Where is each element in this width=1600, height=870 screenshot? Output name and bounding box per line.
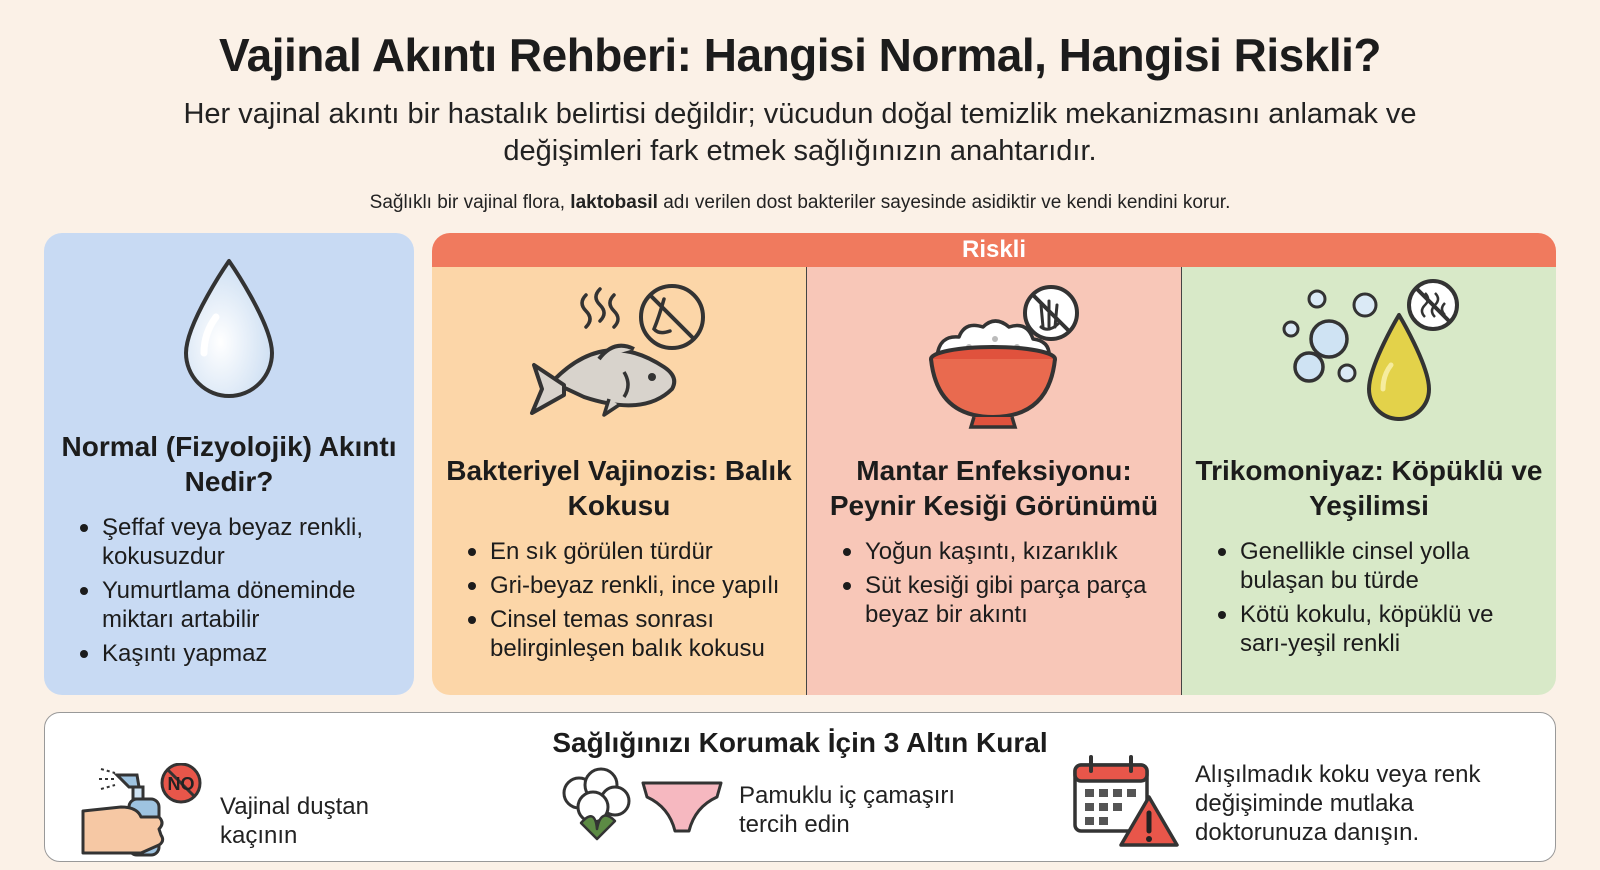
- foam-bubbles-icon: [1182, 267, 1556, 447]
- list-item: Gri-beyaz renkli, ince yapılı: [468, 571, 784, 600]
- list-item: Yoğun kaşıntı, kızarıklık: [843, 537, 1159, 566]
- fungal-infection-card: [806, 267, 1181, 695]
- risk-group: [432, 233, 1556, 695]
- flora-note-text-1: Sağlıklı bir vajinal flora,: [369, 192, 571, 213]
- no-badge-text: NO: [167, 774, 195, 794]
- list-item: En sık görülen türdür: [468, 537, 784, 566]
- water-drop-icon: [44, 233, 414, 423]
- rule-item: [557, 763, 979, 848]
- list-item: Yumurtlama döneminde miktarı artabilir: [80, 576, 392, 634]
- normal-bullets: [80, 513, 392, 668]
- list-item: Şeffaf veya beyaz renkli, kokusuzdur: [80, 513, 392, 571]
- page-subtitle: Her vajinal akıntı bir hastalık belirtisi değildir; vücudun doğal temizlik mekanizmasını anlamak ve değişimleri fark etmek sağlığınızın anahtarıdır.: [183, 98, 1417, 167]
- rule-text: Pamuklu iç çamaşırı tercih edin: [739, 781, 956, 838]
- rule-item: [1071, 753, 1505, 854]
- rule-item: [81, 763, 420, 864]
- list-item: Süt kesiği gibi parça parça beyaz bir akıntı: [843, 571, 1159, 629]
- list-item: Kaşıntı yapmaz: [80, 639, 392, 668]
- list-item: Cinsel temas sonrası belirginleşen balık kokusu: [468, 605, 784, 663]
- flora-note-text-2: adı verilen dost bakteriler sayesinde asidiktir ve kendi kendini korur.: [657, 192, 1231, 213]
- golden-rules-panel: [44, 712, 1556, 862]
- trichomoniasis-card: [1181, 267, 1556, 695]
- rule-text: Alışılmadık koku veya renk değişiminde mutlaka doktorunuza danışın.: [1195, 761, 1481, 846]
- risk-header: Riskli: [432, 233, 1556, 267]
- normal-title: Normal (Fizyolojik) Akıntı Nedir?: [61, 431, 397, 497]
- list-item: Genellikle cinsel yolla bulaşan bu türde: [1218, 537, 1534, 595]
- trich-bullets: [1218, 537, 1534, 658]
- bv-title: Bakteriyel Vajinozis: Balık Kokusu: [446, 455, 792, 521]
- fish-smell-icon: [432, 267, 806, 447]
- no-douche-icon: [81, 763, 216, 864]
- bv-bullets: [468, 537, 784, 663]
- fungal-title: Mantar Enfeksiyonu: Peynir Kesiği Görünümü: [829, 455, 1159, 521]
- normal-discharge-card: [44, 233, 414, 695]
- fungal-bullets: [843, 537, 1159, 629]
- trich-title: Trikomoniyaz: Köpüklü ve Yeşilimsi: [1195, 455, 1543, 521]
- cottage-cheese-bowl-icon: [807, 267, 1181, 447]
- bacterial-vaginosis-card: [432, 267, 806, 695]
- flora-note-bold: laktobasil: [570, 192, 658, 213]
- list-item: Kötü kokulu, köpüklü ve sarı-yeşil renkli: [1218, 600, 1534, 658]
- flora-note: [0, 192, 1600, 214]
- calendar-warning-icon: [1071, 753, 1181, 854]
- page-title: Vajinal Akıntı Rehberi: Hangisi Normal, Hangisi Riskli?: [219, 29, 1381, 81]
- cotton-underwear-icon: [557, 763, 727, 848]
- rule-text: Vajinal duştan kaçının: [220, 792, 369, 849]
- rules-title: Sağlığınızı Korumak İçin 3 Altın Kural: [552, 727, 1048, 758]
